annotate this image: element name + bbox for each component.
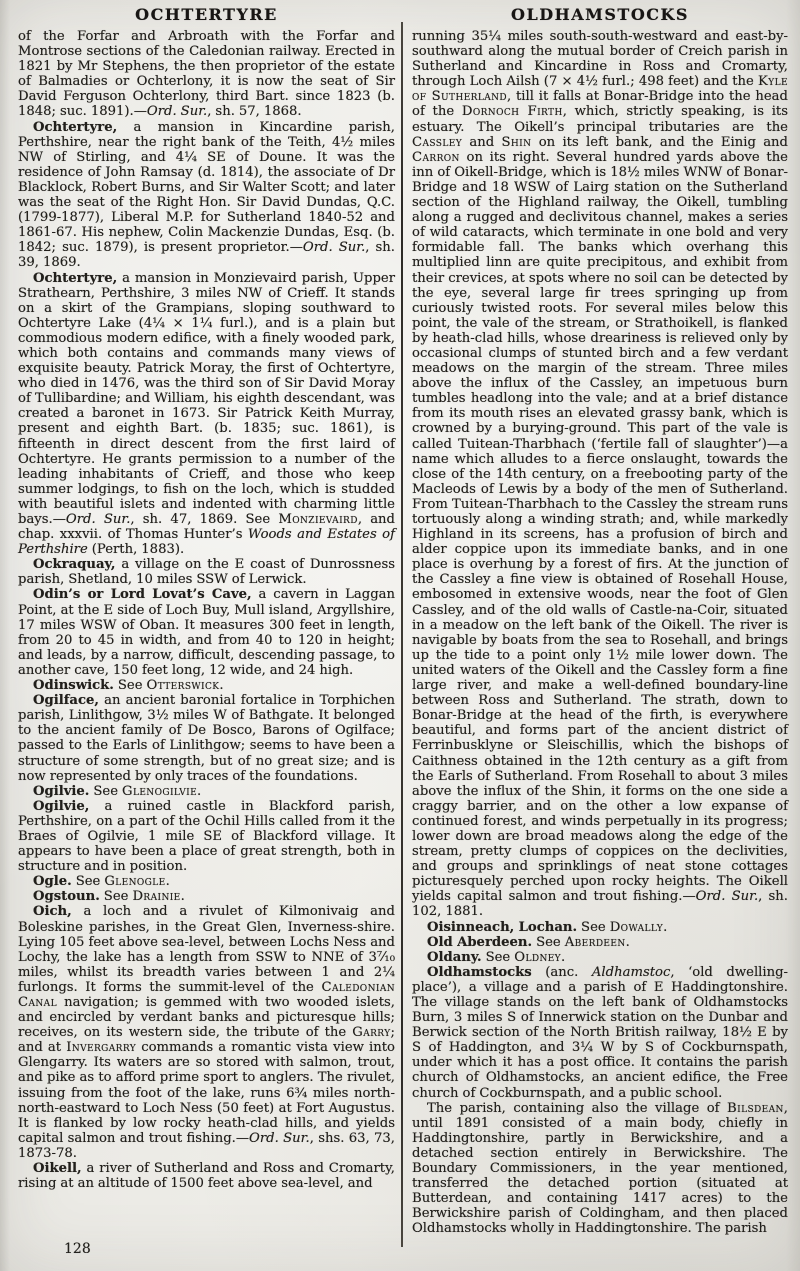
text-segment: See xyxy=(71,874,105,890)
text-segment: a village on the E coast of Dunrossness parish, Shetland, 10 miles SSW of Lerwick. xyxy=(18,557,395,588)
paragraph xyxy=(18,799,395,874)
paragraph xyxy=(412,29,788,920)
text-segment: Ord. Sur. xyxy=(146,104,208,120)
text-segment: Ord. Sur. xyxy=(249,1130,310,1146)
text-segment: Drainie xyxy=(132,889,181,905)
text-segment: See xyxy=(99,889,133,905)
page-number: 128 xyxy=(64,1241,91,1257)
text-segment: , until 1891 consisted of a main body, chiefly in Haddingtonshire, partly in Berwickshire, and a detached section entirely in Berwickshire. The Boundary Commissioners, in the year mentioned, transferred the detached portion (situated at Butterdean, and containing 1417 acres) to the Berwickshire parish of Coldingham, and then placed Oldhamstocks wholly in Haddingtonshire. The parish xyxy=(412,1100,788,1237)
text-segment: Aberdeen xyxy=(564,934,626,950)
text-segment: . xyxy=(625,934,630,950)
text-segment: . xyxy=(561,949,566,965)
text-segment: Oldany. xyxy=(427,949,482,965)
text-segment: a mansion in Kincardine parish, Perthshire, near the right bank of the Teith, 4½ miles NW of Stirling, and 4¼ SE of Doune. It was the residence of John Ramsay (d. 1814), the associate of Dr Blacklock, Robert Burns, and Sir Walter Scott; and later was the seat of the Right Hon. Sir David Dundas, Q.C. (1799-1877), Liberal M.P. for Sutherland 1840-52 and 1861-67. His nephew, Colin Mackenzie Dundas, Esq. (b. 1842; suc. 1879), is present proprietor.— xyxy=(18,119,395,256)
text-segment: , and chap. xxxvii. of Thomas Hunter’s xyxy=(18,512,395,543)
text-segment: navigation; is gemmed with two wooded islets, and encircled by verdant banks and picturesque hills; receives, on its western side, the tribute of the xyxy=(18,995,395,1041)
text-segment: Odin’s or Lord Lovat’s Cave, xyxy=(33,587,252,603)
text-segment: Ochtertyre, xyxy=(33,270,118,286)
text-segment: Aldhamstoc xyxy=(591,964,671,980)
text-segment: of the Forfar and Arbroath with the Forfar and Montrose sections of the Caledonian railway. Erected in 1821 by Mr Stephens, the then proprietor of the estate of Balmadies or Ochterlony, it is now the seat of Sir David Ferguson Ochterlony, third Bart. since 1823 (b. 1848; suc. 1891).— xyxy=(18,29,395,120)
text-segment: a ruined castle in Blackford parish, Perthshire, on a part of the Ochil Hills called from it the Braes of Ogilvie, 1 mile SE of Blackford village. It appears to have been a place of great strength, both in structure and in position. xyxy=(18,798,395,875)
text-segment: Ogstoun. xyxy=(33,889,100,905)
text-segment: See xyxy=(532,934,565,950)
text-segment: , ‘old dwelling-place’), a village and a parish of E Haddingtonshire. The village stands on the left bank of Oldhamstocks Burn, 3 miles S of Innerwick station on the Dunbar and Berwick section of the North British railway, 18½ E by S of Haddington, and 3¼ W by S of Cockburnspath, under which it has a post office. It contains the parish church of Oldhamstocks, an ancient edifice, the Free church of Cockburnspath, and a public school. xyxy=(412,964,789,1101)
text-segment: Old Aberdeen. xyxy=(427,934,533,950)
text-segment: . xyxy=(663,919,668,935)
paragraph xyxy=(18,120,395,271)
text-segment: Shin xyxy=(501,134,532,150)
right-column xyxy=(412,5,788,1237)
paragraph xyxy=(18,271,395,558)
text-segment: Monzievaird xyxy=(278,512,358,527)
column-divider-rule xyxy=(401,22,403,1247)
paragraph xyxy=(412,1101,788,1237)
text-segment: Oich, xyxy=(33,904,72,920)
paragraph xyxy=(412,920,788,935)
text-segment: commands a romantic vista view into Glengarry. Its waters are so stored with salmon, trout, and pike as to afford prime sport to anglers. The rivulet, issuing from the foot of the lake, runs 6¾ miles north-north-eastward to Loch Ness (50 feet) at Fort Augustus. It is flanked by low rocky heath-clad hills, and yields capital salmon and trout fishing.— xyxy=(18,1040,396,1146)
text-segment: Oikell, xyxy=(33,1161,82,1177)
text-segment: on its right. Several hundred yards above the inn of Oikell-Bridge, which is 18½ miles WNW of Bonar-Bridge and 18 WSW of Lairg station on the Sutherland section of the Highland railway, the Oikell, tumbling along a rugged and declivitous channel, makes a series of wild cataracts, which terminate in one bold and very formidable fall. The banks which overhang this multiplied linn are quite precipitous, and exhibit from their crevices, at spots where no soil can be detected by the eye, several large fir trees springing up from curiously twisted roots. For several miles below this point, the vale of the stream, or Strathoikell, is flanked by heath-clad hills, whose dreariness is relieved only by occasional clumps of stunted birch and a few verdant meadows on the margin of the stream. Three miles above the influx of the Cassley, an impetuous burn tumbles headlong into the vale; and at a brief distance from its mouth rises an elevated grassy bank, which is crowned by a burying-ground. This part of the vale is called Tuitean-Tharbhach (‘fertile fall of slaughter’)—a name which alludes to a fierce onslaught, towards the close of the 14th century, on a freebooting party of the Macleods of Lewis by a body of the men of Sutherland. From Tuitean-Tharbhach to the Cassley the stream runs tortuously along a winding strath; and, while markedly Highland in its screens, has a profusion of birch and alder coppice upon its immediate banks, and in one place is overhung by a forest of firs. At the junction of the Cassley a fine view is obtained of Rosehall House, embosomed in extensive woods, near the foot of Glen Cassley, and of the old walls of Castle-na-Coir, situated in a meadow on the left bank of the Oikell. The river is navigable by boats from the sea to Rosehall, and brings up the tide to a point only 1½ mile lower down. The united waters of the Oikell and the Cassley form a fine large river, and make a well-defined boundary-line between Ross and Sutherland. The strath, down to Bonar-Bridge at the head of the firth, is everywhere beautiful, and forms part of the ancient district of Ferrinbusklyne or Sleischillis, which the bishops of Caithness obtained in the 12th century as a gift from the Earls of Sutherland. From Rosehall to about 3 miles above the influx of the Shin, it forms on the one side a craggy barrier, and on the other a low expanse of continued forest, and winds perpetually in its progress; lower down are broad meadows along the edge of the stream, pretty clumps of coppices on the declivities, and groups and sprinklings of neat stone cottages picturesquely perched upon rocky heights. The Oikell yields capital salmon and trout fishing.— xyxy=(412,149,788,905)
paragraph xyxy=(18,693,395,784)
text-segment: Odinswick. xyxy=(33,678,114,694)
text-segment: , sh. 102, 1881. xyxy=(412,889,788,920)
paragraph xyxy=(18,557,395,587)
paragraph xyxy=(412,965,788,1101)
text-segment: running 35¼ miles south-south-westward and east-by-southward along the mutual border of Creich parish in Sutherland and Kincardine in Ross and Cromarty, through Loch Ailsh (7 × 4½ furl.; 498 feet) and the xyxy=(412,29,788,90)
text-segment: , till it falls at Bonar-Bridge into the head of the xyxy=(412,89,788,120)
text-segment: Ord. Sur. xyxy=(65,512,131,527)
text-segment: Ockraquay, xyxy=(33,557,116,573)
paragraph xyxy=(18,904,395,1161)
text-segment: . xyxy=(197,783,202,799)
paragraph xyxy=(18,678,395,693)
text-segment: Carron xyxy=(412,149,460,165)
text-segment: a cavern in Laggan Point, at the E side of Loch Buy, Mull island, Argyllshire, 17 miles WSW of Oban. It measures 300 feet in length, from 20 to 45 in width, and from 40 to 120 in height; and leads, by a narrow, difficult, descending passage, to another cave, 150 feet long, 12 wide, and 24 high. xyxy=(18,587,396,678)
text-segment: Invergarry xyxy=(66,1040,137,1056)
text-segment: . xyxy=(219,678,224,694)
text-segment: , sh. 47, 1869. See xyxy=(130,512,279,527)
text-segment: Ogle. xyxy=(33,874,72,890)
text-segment: Oisinneach, Lochan. xyxy=(427,919,578,935)
paragraph xyxy=(18,1161,395,1191)
text-segment: Garry xyxy=(352,1025,391,1041)
text-segment: , shs. 63, 73, 1873-78. xyxy=(18,1130,395,1161)
text-segment: Dowally xyxy=(609,919,664,935)
text-segment: . xyxy=(165,874,170,890)
text-segment: Ochtertyre, xyxy=(33,119,118,135)
text-segment: a loch and a rivulet of Kilmonivaig and Boleskine parishes, in the Great Glen, Inverness-shire. Lying 105 feet above sea-level, between Lochs Ness and Lochy, the lake has a length from SSW to NNE of 3⁷⁄₁₀ miles, whilst its breadth varies between 1 and 2¼ furlongs. It forms the summit-level of the xyxy=(18,904,395,995)
right-column-header: OLDHAMSTOCKS xyxy=(511,5,689,24)
text-segment: See xyxy=(577,919,610,935)
text-segment: Caledonian Canal xyxy=(18,979,395,1010)
text-segment: . xyxy=(180,889,185,905)
right-column-text xyxy=(412,29,788,1237)
text-segment: an ancient baronial fortalice in Torphichen parish, Linlithgow, 3½ miles W of Bathgate. It belonged to the ancient family of De Bosco, Barons of Ogilface; passed to the Earls of Linlithgow; seems to have been a structure of some strength, but of no great size; and is now represented by only traces of the foundations. xyxy=(18,693,395,784)
text-segment: (anc. xyxy=(531,964,592,980)
text-segment: Glenogilvie xyxy=(122,783,198,799)
text-segment: Otterswick xyxy=(146,678,220,694)
paragraph xyxy=(18,874,395,889)
text-segment: Bilsdean xyxy=(727,1100,784,1116)
text-segment: See xyxy=(113,678,147,694)
text-segment: Cassley xyxy=(412,134,463,150)
text-segment: on its left bank, and the Einig and xyxy=(531,134,788,150)
text-segment: Oldney xyxy=(514,949,562,965)
text-segment: See xyxy=(89,783,123,799)
text-segment: , sh. 39, 1869. xyxy=(18,240,395,271)
text-segment: Dornoch Firth xyxy=(461,104,563,120)
left-column-text xyxy=(18,29,395,1191)
text-segment: Woods and Estates of Perthshire xyxy=(18,527,395,558)
text-segment: Oldhamstocks xyxy=(427,964,532,980)
text-segment: (Perth, 1883). xyxy=(87,542,185,558)
left-column-header: OCHTERTYRE xyxy=(135,5,278,24)
text-segment: Ogilface, xyxy=(33,693,99,709)
text-segment: See xyxy=(481,949,515,965)
paragraph xyxy=(18,889,395,904)
paragraph xyxy=(18,587,395,678)
text-segment: Ord. Sur. xyxy=(695,889,759,905)
paragraph xyxy=(18,784,395,799)
text-segment: , sh. 57, 1868. xyxy=(207,104,302,120)
text-segment: Ogilvie, xyxy=(33,798,90,814)
paragraph xyxy=(412,950,788,965)
text-segment: a mansion in Monzievaird parish, Upper Strathearn, Perthshire, 3 miles NW of Crieff. It stands on a skirt of the Grampians, sloping southward to Ochtertyre Lake (4¼ × 1¼ furl.), and is a plain but commodious modern edifice, with a finely wooded park, which both contains and commands many views of exquisite beauty. Patrick Moray, the first of Ochtertyre, who died in 1476, was the third son of Sir David Moray of Tullibardine; and William, his eighth descendant, was created a baronet in 1673. Sir Patrick Keith Murray, present and eighth Bart. (b. 1835; suc. 1861), is fifteenth in direct descent from the first laird of Ochtertyre. He grants permission to a number of the leading inhabitants of Crieff, and those who keep summer lodgings, to fish on the loch, which is studded with beautiful islets and indented with charming little bays.— xyxy=(18,270,395,527)
text-segment: and xyxy=(462,134,502,150)
paragraph xyxy=(412,935,788,950)
text-segment: The parish, containing also the village of xyxy=(427,1100,728,1116)
text-segment: a river of Sutherland and Ross and Cromarty, rising at an altitude of 1500 feet above sea-level, and xyxy=(18,1161,395,1192)
text-segment: Glenogle xyxy=(104,874,166,890)
text-segment: ; and at xyxy=(18,1025,395,1056)
text-segment: , which, strictly speaking, is its estuary. The Oikell’s principal tributaries are the xyxy=(412,104,789,135)
text-segment: Ogilvie. xyxy=(33,783,90,799)
text-segment: Ord. Sur. xyxy=(302,240,366,256)
text-segment: Kyle of Sutherland xyxy=(412,74,788,105)
paragraph xyxy=(18,29,395,120)
left-column xyxy=(18,5,395,1191)
